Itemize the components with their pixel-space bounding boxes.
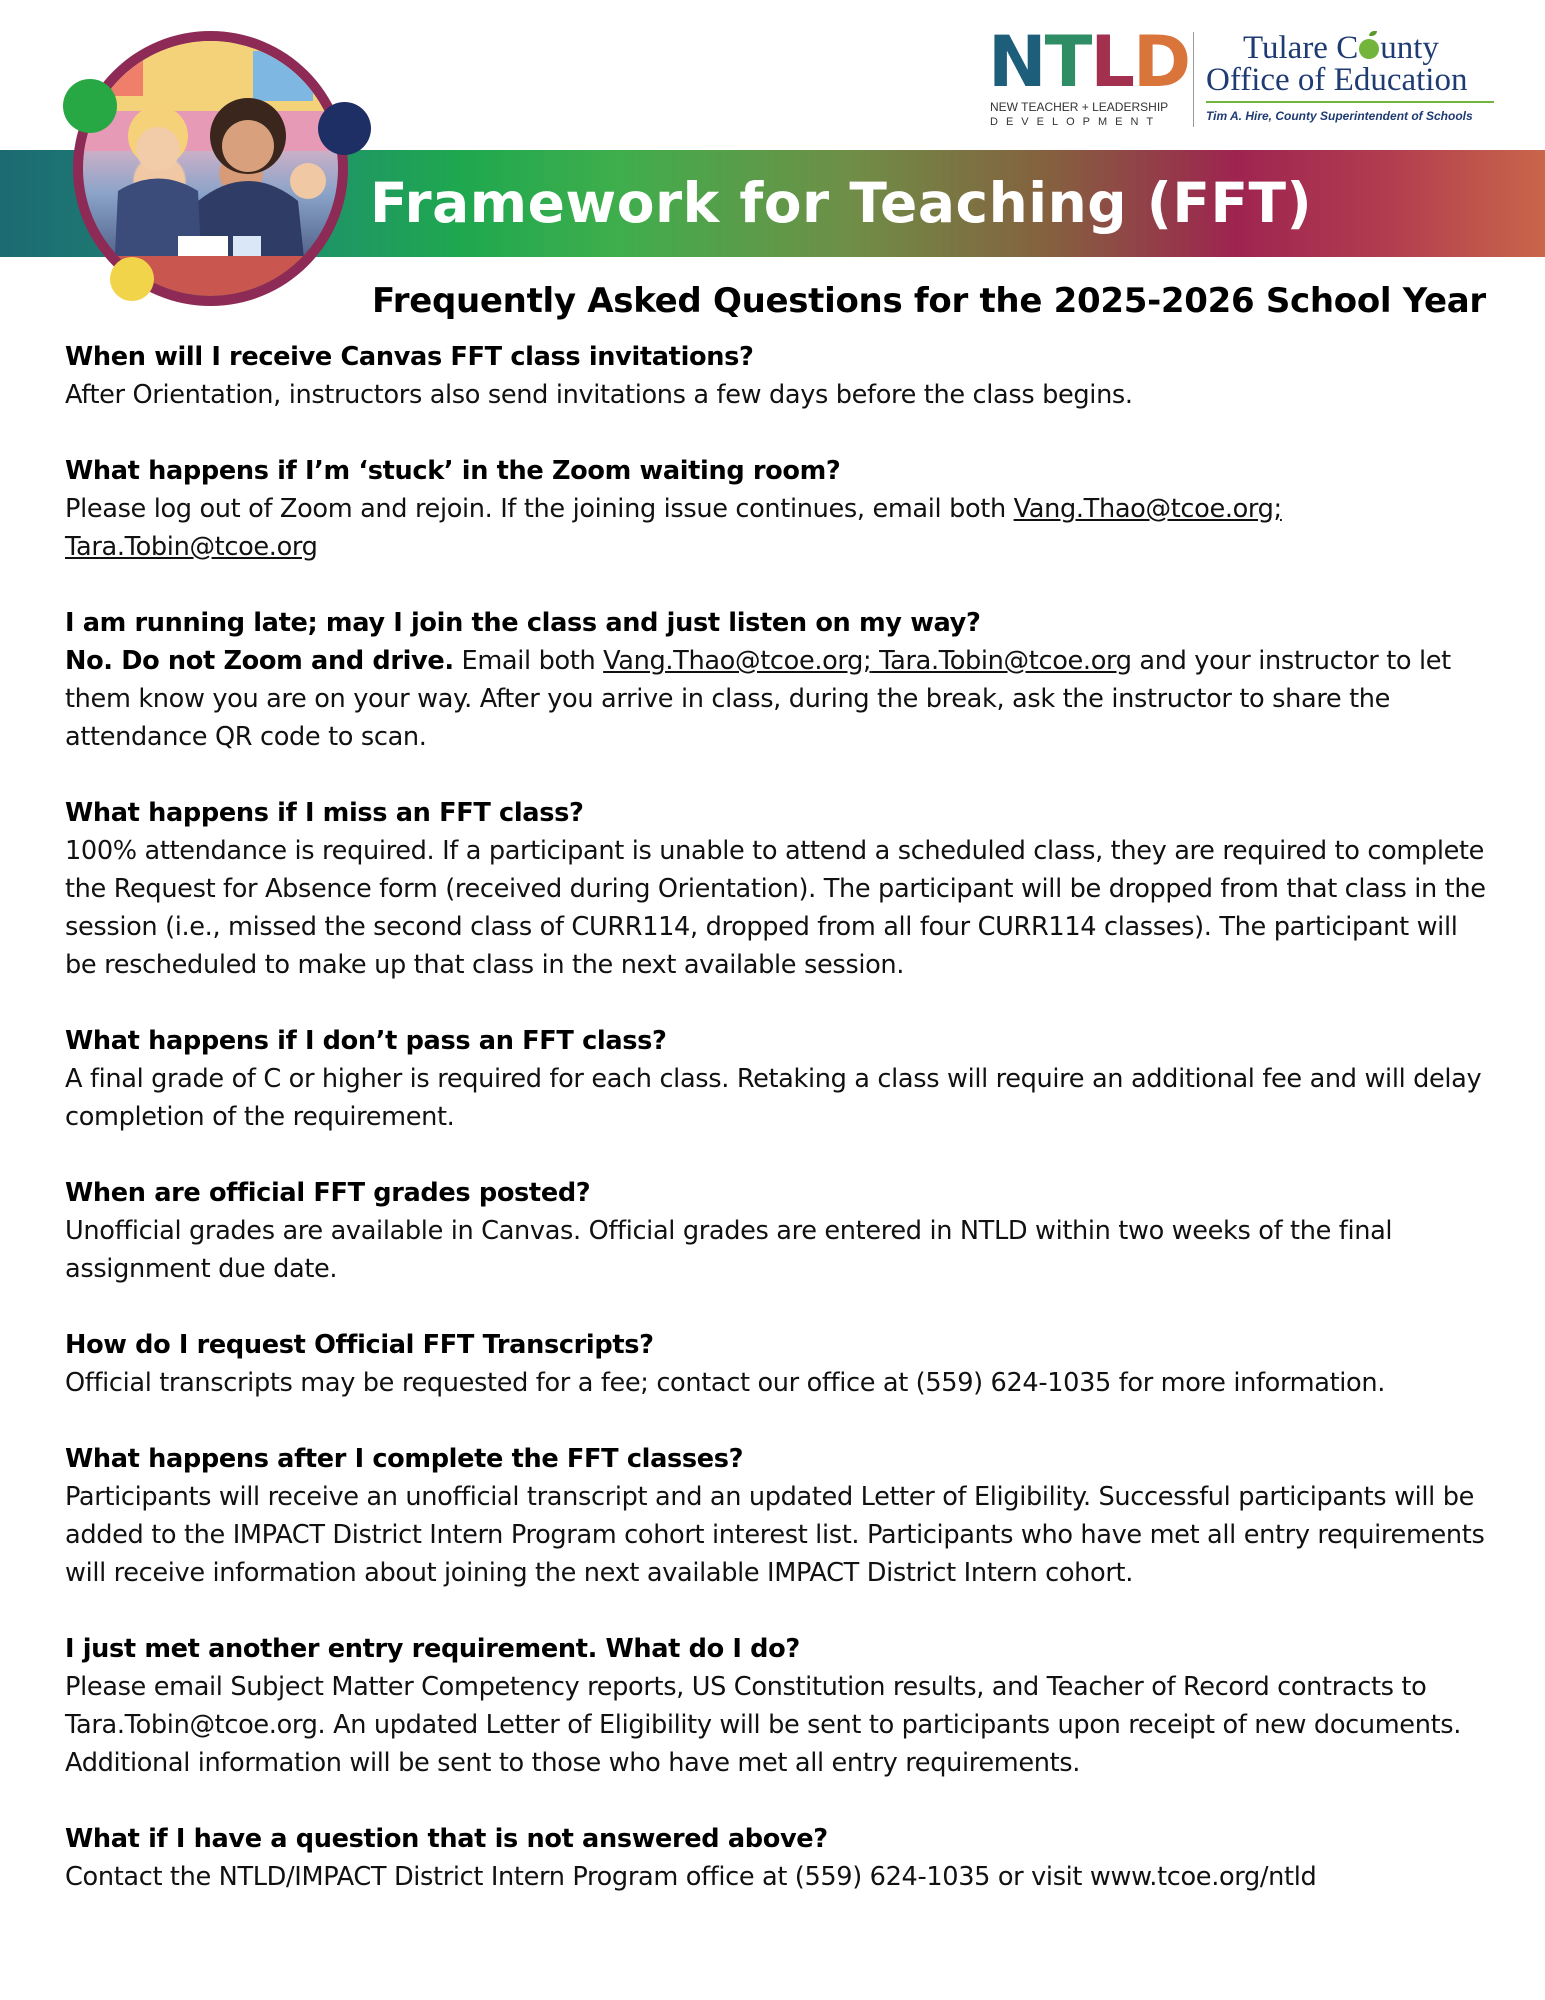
faq-answer: No. Do not Zoom and drive. Email both Vang.Thao@tcoe.org; Tara.Tobin@tcoe.org and your instructor to let them know you are on your way. After you arrive in class, during the break, ask the instructor to share the attendance QR code to scan. (65, 646, 1451, 752)
logo-divider (1193, 32, 1194, 127)
decorative-dot-green (63, 79, 117, 133)
faq-question: When will I receive Canvas FFT class invitations? (65, 342, 754, 372)
tcoe-logo (1203, 28, 1503, 133)
faq-question: What if I have a question that is not answered above? (65, 1824, 828, 1854)
decorative-dot-yellow (110, 257, 154, 301)
faq-list (65, 338, 1490, 1934)
faq-item (65, 452, 1490, 566)
banner-title: Framework for Teaching (FFT) (370, 171, 1313, 235)
faq-item (65, 1326, 1490, 1402)
faq-item (65, 794, 1490, 984)
email-link-tara-tobin[interactable]: Tara.Tobin@tcoe.org (65, 532, 318, 562)
faq-answer: Participants will receive an unofficial transcript and an updated Letter of Eligibility. Successful participants will be added to the IMPACT District Intern Program cohort interest list. Participants who have met all entry requirements will receive information about joining the next available IMPACT District Intern cohort. (65, 1482, 1485, 1588)
classroom-photo (83, 41, 338, 296)
apple-icon (1359, 39, 1379, 59)
faq-question: I just met another entry requirement. What do I do? (65, 1634, 800, 1664)
decorative-dot-navy (318, 102, 371, 155)
faq-item (65, 1022, 1490, 1136)
classroom-photo-illustration (83, 41, 338, 296)
faq-answer: Unofficial grades are available in Canvas. Official grades are entered in NTLD within two weeks of the final assignment due date. (65, 1216, 1393, 1284)
ntld-logo-wordmark: NTLD (988, 21, 1190, 103)
faq-question: What happens after I complete the FFT classes? (65, 1444, 744, 1474)
faq-item (65, 1820, 1490, 1896)
faq-answer: Please email Subject Matter Competency reports, US Constitution results, and Teacher of Record contracts to Tara.Tobin@tcoe.org. An updated Letter of Eligibility will be sent to participants upon receipt of new documents. Additional information will be sent to those who have met all entry requirements. (65, 1672, 1462, 1778)
tcoe-logo-line1: Tulare C unty (1243, 30, 1439, 66)
faq-item (65, 604, 1490, 756)
faq-answer: 100% attendance is required. If a participant is unable to attend a scheduled class, they are required to complete the Request for Absence form (received during Orientation). The participant will be dropped from that class in the session (i.e., missed the second class of CURR114, dropped from all four CURR114 classes). The participant will be rescheduled to make up that class in the next available session. (65, 836, 1486, 980)
faq-item (65, 1630, 1490, 1782)
faq-answer: After Orientation, instructors also send invitations a few days before the class begins. (65, 380, 1133, 410)
ntld-logo-tagline-2: DEVELOPMENT (990, 116, 1162, 128)
faq-question: What happens if I don’t pass an FFT class? (65, 1026, 667, 1056)
email-link-vang-thao[interactable]: Vang.Thao@tcoe.org; (1013, 494, 1282, 524)
email-link-tara-tobin[interactable]: Tara.Tobin@tcoe.org (871, 646, 1132, 676)
page-subtitle: Frequently Asked Questions for the 2025-2026 School Year (372, 281, 1486, 321)
ntld-logo-tagline: NEW TEACHER + LEADERSHIP (990, 100, 1169, 114)
faq-question: I am running late; may I join the class and just listen on my way? (65, 608, 981, 638)
faq-answer: Please log out of Zoom and rejoin. If the joining issue continues, email both Vang.Thao@tcoe.org; Tara.Tobin@tcoe.org (65, 494, 1282, 562)
faq-question: What happens if I miss an FFT class? (65, 798, 584, 828)
faq-item (65, 1440, 1490, 1592)
tcoe-logo-line2: Office of Education (1206, 62, 1468, 98)
tcoe-logo-rule (1206, 101, 1494, 103)
faq-answer: Official transcripts may be requested for a fee; contact our office at (559) 624-1035 for more information. (65, 1368, 1386, 1398)
faq-answer: Contact the NTLD/IMPACT District Intern Program office at (559) 624-1035 or visit www.tcoe.org/ntld (65, 1862, 1317, 1892)
tcoe-logo-superintendent: Tim A. Hire, County Superintendent of Schools (1206, 109, 1473, 123)
faq-question: What happens if I’m ‘stuck’ in the Zoom waiting room? (65, 456, 841, 486)
email-link-vang-thao[interactable]: Vang.Thao@tcoe.org; (603, 646, 872, 676)
faq-item (65, 1174, 1490, 1288)
faq-question: How do I request Official FFT Transcripts? (65, 1330, 654, 1360)
faq-answer: A final grade of C or higher is required for each class. Retaking a class will require an additional fee and will delay completion of the requirement. (65, 1064, 1482, 1132)
faq-item (65, 338, 1490, 414)
faq-question: When are official FFT grades posted? (65, 1178, 591, 1208)
faq-answer-emphasis: No. Do not Zoom and drive. (65, 646, 454, 676)
ntld-logo (988, 21, 1190, 130)
